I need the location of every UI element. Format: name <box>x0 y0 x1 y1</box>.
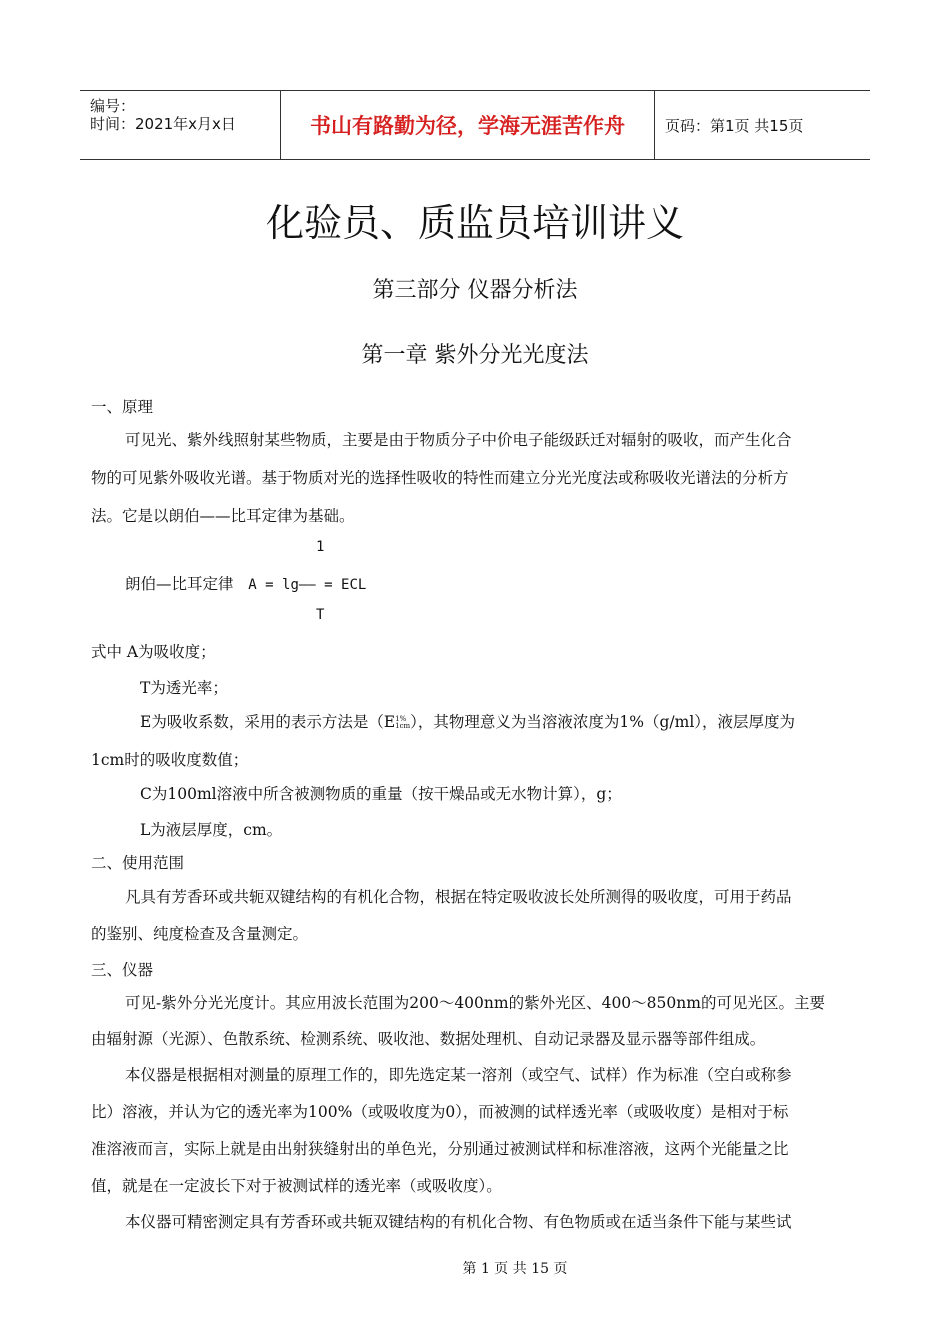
definition-l: L为液层厚度，cm。 <box>140 821 283 839</box>
formula-expression: A = lg—— = ECL <box>248 577 367 593</box>
definition-c: C为100ml溶液中所含被测物质的重量（按干燥品或无水物计算），g； <box>140 785 622 803</box>
section-heading-scope: 二、使用范围 <box>91 854 185 872</box>
header-page-info: 页码：第1页 共15页 <box>665 116 804 135</box>
definition-e-text-continued: ），其物理意义为当溶液浓度为1%（g/ml），液层厚度为 <box>410 713 796 731</box>
notation-subscript: 1cm <box>395 722 411 730</box>
header-motto: 书山有路勤为径，学海无涯苦作舟 <box>281 91 655 159</box>
paragraph-line: 准溶液而言，实际上就是由出射狭缝射出的单色光，分别通过被测试样和标准溶液，这两个光能量之比 <box>91 1140 789 1158</box>
paragraph-line: 法。它是以朗伯——比耳定律为基础。 <box>91 507 355 525</box>
paragraph-line: 物的可见紫外吸收光谱。基于物质对光的选择性吸收的特性而建立分光光度法或称吸收光谱法的分析方 <box>91 469 789 487</box>
section-heading-instrument: 三、仪器 <box>91 961 154 979</box>
page-footer: 第 1 页 共 15 页 <box>462 1261 568 1277</box>
paragraph-line: 值，就是在一定波长下对于被测试样的透光率（或吸收度）。 <box>91 1177 502 1195</box>
paragraph-line: 由辐射源（光源）、色散系统、检测系统、吸收池、数据处理机、自动记录器及显示器等部件组成。 <box>91 1030 766 1048</box>
document-title: 化验员、质监员培训讲义 <box>265 201 684 245</box>
definition-e <box>140 710 795 732</box>
paragraph-line: 可见光、紫外线照射某些物质，主要是由于物质分子中价电子能级跃迁对辐射的吸收，而产生化合 <box>125 431 792 449</box>
formula-denominator: T <box>316 607 325 623</box>
paragraph-line: 比）溶液，并认为它的透光率为100%（或吸收度为0），而被测的试样透光率（或吸收度）是相对于标 <box>91 1103 789 1121</box>
part-heading: 第三部分 仪器分析法 <box>372 278 578 303</box>
section-heading-principle: 一、原理 <box>91 398 154 416</box>
absorption-coefficient-notation <box>395 716 410 730</box>
chapter-heading: 第一章 紫外分光光度法 <box>361 343 589 368</box>
paragraph-line: 凡具有芳香环或共轭双键结构的有机化合物，根据在特定吸收波长处所测得的吸收度，可用于药品 <box>125 888 792 906</box>
page-header <box>80 90 870 160</box>
beer-lambert-formula <box>125 572 366 594</box>
definition-t: T为透光率； <box>140 679 228 697</box>
definition-a: 式中 A为吸收度； <box>91 643 216 661</box>
document-time-label: 时间：2021年x月x日 <box>90 115 236 133</box>
formula-numerator: 1 <box>316 539 325 555</box>
paragraph-line: 本仪器是根据相对测量的原理工作的，即先选定某一溶剂（或空气、试样）作为标准（空白或称参 <box>125 1066 792 1084</box>
formula-label: 朗伯—比耳定律 <box>125 575 234 593</box>
paragraph-line: 本仪器可精密测定具有芳香环或共轭双键结构的有机化合物、有色物质或在适当条件下能与某些试 <box>125 1213 792 1231</box>
document-number-label: 编号： <box>90 97 136 115</box>
definition-e-line2: 1cm时的吸收度数值； <box>91 751 249 769</box>
paragraph-line: 可见-紫外分光光度计。其应用波长范围为200～400nm的紫外光区、400～850nm的可见光区。主要 <box>125 994 825 1012</box>
header-meta-cell <box>80 91 281 159</box>
notation-superscript: 1% <box>395 715 407 723</box>
paragraph-line: 的鉴别、纯度检查及含量测定。 <box>91 925 309 943</box>
definition-e-text: E为吸收系数，采用的表示方法是（E <box>140 713 396 731</box>
